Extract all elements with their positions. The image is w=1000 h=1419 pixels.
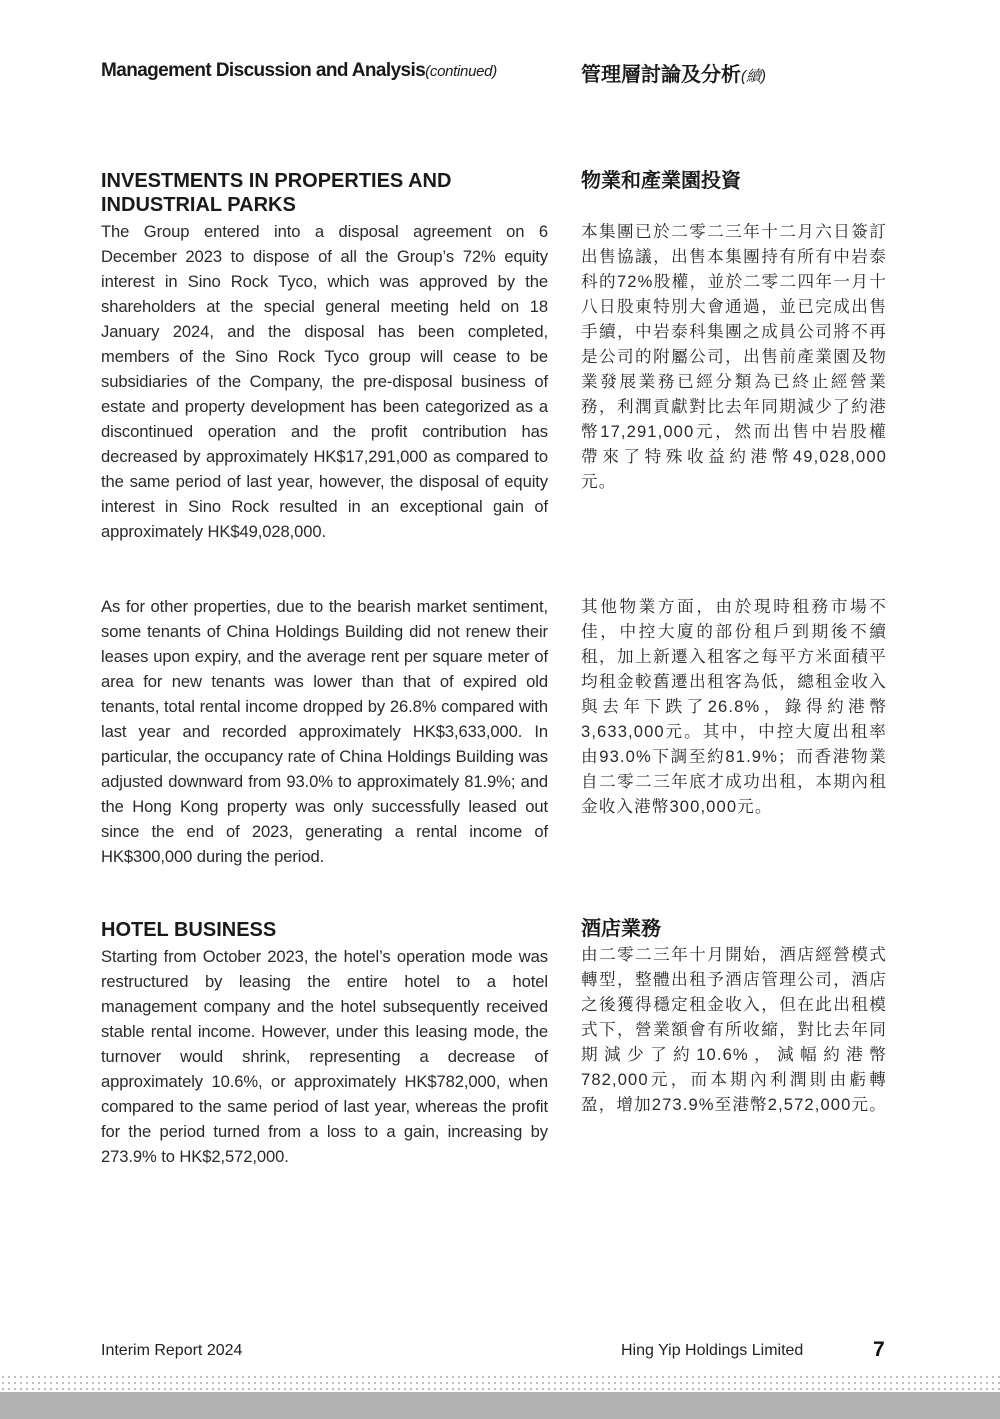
investments-section-en bbox=[101, 169, 548, 544]
investments-heading-en-line2: INDUSTRIAL PARKS bbox=[101, 194, 296, 216]
page-number: 7 bbox=[873, 1338, 885, 1361]
footer-bar bbox=[0, 1392, 1000, 1419]
investments-paragraph-1-zh: 本集團已於二零二三年十二月六日簽訂出售協議，出售本集團持有所有中岩泰科的72%股權，並於二零二四年一月十八日股東特別大會通過，並已完成出售手續，中岩泰科集團之成員公司將不再是公司的附屬公司，出售前產業園及物業發展業務已經分類為已終止經營業務，利潤貢獻對比去年同期減少了約港幣17,291,000元，然而出售中岩股權帶來了特殊收益約港幣49,028,000元。 bbox=[581, 222, 887, 491]
hotel-paragraph-en: Starting from October 2023, the hotel’s operation mode was restructured by leasing the entire hotel to a hotel management company and the hotel subsequently received stable rental income. However, under this leasing mode, the turnover would shrink, representing a decrease of approximately 10.6%, or approximately HK$782,000, when compared to the same period of last year, whereas the profit for the period turned from a loss to a gain, increasing by 273.9% to HK$2,572,000. bbox=[101, 947, 548, 1166]
investments-section-zh bbox=[581, 169, 887, 494]
other-properties-section-en bbox=[101, 594, 548, 869]
investments-paragraph-1-en: The Group entered into a disposal agreement on 6 December 2023 to dispose of all the Group’s 72% equity interest in Sino Rock Tyco, which was approved by the shareholders at the special general meeting held on 18 January 2024, and the disposal has been completed, members of the Sino Rock Tyco group will cease to be subsidiaries of the Company, the pre-disposal business of estate and property development has been categorized as a discontinued operation and the profit contribution has decreased by approximately HK$17,291,000 as compared to the same period of last year, however, the disposal of equity interest in Sino Rock resulted in an exceptional gain of approximately HK$49,028,000. bbox=[101, 222, 548, 541]
header-title-en bbox=[101, 60, 497, 82]
hotel-section-zh bbox=[581, 917, 887, 1117]
investments-heading-en-line1: INVESTMENTS IN PROPERTIES AND bbox=[101, 170, 452, 192]
header-title-zh-text: 管理層討論及分析 bbox=[581, 64, 741, 86]
header-continued-zh: (續) bbox=[741, 68, 766, 85]
header-title-en-text: Management Discussion and Analysis bbox=[101, 60, 426, 81]
header-title-zh bbox=[581, 58, 766, 87]
investments-heading-zh: 物業和產業園投資 bbox=[581, 170, 741, 192]
investments-paragraph-2-en: As for other properties, due to the bearish market sentiment, some tenants of China Holdings Building did not renew their leases upon expiry, and the average rent per square meter of area for new tenants was lower than that of expired old tenants, total rental income dropped by 26.8% compared with last year and recorded approximately HK$3,633,000. In particular, the occupancy rate of China Holdings Building was adjusted downward from 93.0% to approximately 81.9%; and the Hong Kong property was only successfully leased out since the end of 2023, generating a rental income of HK$300,000 during the period. bbox=[101, 597, 548, 866]
footer-dot-pattern bbox=[0, 1374, 1000, 1390]
header-continued-en: (continued) bbox=[425, 63, 497, 80]
hotel-section-en bbox=[101, 918, 548, 1169]
hotel-heading-en: HOTEL BUSINESS bbox=[101, 919, 277, 941]
other-properties-section-zh bbox=[581, 594, 887, 819]
footer-company-name: Hing Yip Holdings Limited bbox=[621, 1342, 804, 1359]
hotel-paragraph-zh: 由二零二三年十月開始，酒店經營模式轉型，整體出租予酒店管理公司，酒店之後獲得穩定租金收入，但在此出租模式下，營業額會有所收縮，對比去年同期減少了約10.6%，減幅約港幣782,000元，而本期內利潤則由虧轉盈，增加273.9%至港幣2,572,000元。 bbox=[581, 945, 887, 1114]
footer-report-title: Interim Report 2024 bbox=[101, 1342, 243, 1359]
hotel-heading-zh: 酒店業務 bbox=[581, 918, 661, 940]
investments-paragraph-2-zh: 其他物業方面，由於現時租務市場不佳，中控大廈的部份租戶到期後不續租，加上新遷入租客之每平方米面積平均租金較舊遷出租客為低，總租金收入與去年下跌了26.8%，錄得約港幣3,633,000元。其中，中控大廈出租率由93.0%下調至約81.9%；而香港物業自二零二三年底才成功出租，本期內租金收入港幣300,000元。 bbox=[581, 597, 887, 816]
investments-heading-en bbox=[101, 169, 548, 217]
